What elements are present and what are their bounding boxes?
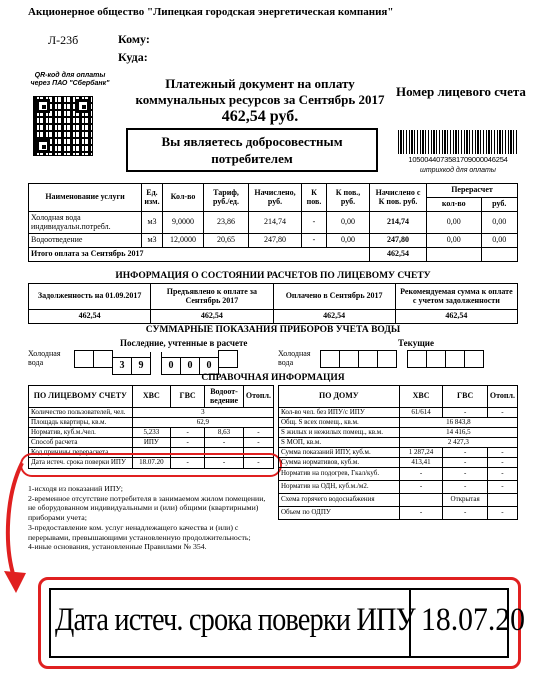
hdr-charged-k: Начислено с К пов. руб. <box>370 184 427 212</box>
barcode-number: 1050044073581709000046254 <box>408 155 508 164</box>
settle-hdr: Рекомендуемая сумма к оплате с учетом задолженности <box>395 284 517 310</box>
cell: Код причины перерасчета <box>29 448 133 458</box>
consumer-box <box>126 128 378 172</box>
table-row <box>279 438 518 448</box>
cell: м3 <box>142 212 163 234</box>
total-row <box>29 248 518 262</box>
consumer-line1: Вы являетесь добросовестным <box>161 134 343 149</box>
cell: Холодная вода индивидуальн.потребл. <box>29 212 142 234</box>
cell: Дата истеч. срока поверки ИПУ <box>29 458 133 469</box>
cell: S жилых и нежилых помещ., кв.м. <box>279 428 400 438</box>
cell: - <box>443 448 487 458</box>
cell: 0,00 <box>481 234 517 248</box>
meter-digit: 9 <box>131 357 151 375</box>
hdr-qty: Кол-во <box>163 184 204 212</box>
note: 3-предоставление ком. услуг ненадлежащего качества и (или) с перерывами, превышающими установленную продолжительность; <box>28 522 251 542</box>
cell: - <box>171 458 205 469</box>
reference-right-table <box>278 385 518 520</box>
cell: Количество пользователей, чел. <box>29 408 133 418</box>
cell: - <box>443 481 487 494</box>
settlement-title: ИНФОРМАЦИЯ О СОСТОЯНИИ РАСЧЕТОВ ПО ЛИЦЕВОМУ СЧЕТУ <box>115 271 431 281</box>
qr-caption <box>20 72 120 87</box>
settle-hdr: Предъявлено к оплате за Сентябрь 2017 <box>151 284 273 310</box>
meter-input-digit[interactable] <box>358 350 378 368</box>
hdr-k-rub: К пов., руб. <box>327 184 370 212</box>
reference-notes <box>28 484 274 552</box>
ref-hdr: ПО ДОМУ <box>279 386 400 408</box>
table-row <box>29 418 274 428</box>
meter-last-digits <box>74 350 237 375</box>
cell: 5,233 <box>132 428 170 438</box>
table-row <box>279 458 518 468</box>
cell: - <box>243 438 273 448</box>
cell: - <box>399 481 443 494</box>
meter-input-digit[interactable] <box>339 350 359 368</box>
settle-hdr: Задолженность на 01.09.2017 <box>29 284 151 310</box>
cell: 0,00 <box>327 234 370 248</box>
account-label: Номер лицевого счета <box>396 84 526 99</box>
settle-value: 462,54 <box>151 310 273 324</box>
meter-input-digit[interactable] <box>445 350 465 368</box>
cell: Открытая <box>443 494 487 507</box>
cell: - <box>399 468 443 481</box>
cell: - <box>243 428 273 438</box>
cell: - <box>487 408 517 418</box>
cell: 2 427,3 <box>399 438 517 448</box>
barcode-caption: штрихкод для оплаты <box>420 167 496 174</box>
ref-hdr: ПО ЛИЦЕВОМУ СЧЕТУ <box>29 386 133 408</box>
cell: ИПУ <box>132 438 170 448</box>
meter-input-digit[interactable] <box>407 350 427 368</box>
settle-value: 462,54 <box>273 310 395 324</box>
cell: 214,74 <box>249 212 302 234</box>
hdr-service: Наименование услуги <box>29 184 142 212</box>
cell: Сумма показаний ИПУ, куб.м. <box>279 448 400 458</box>
cell: 14 416,5 <box>399 428 517 438</box>
cell: Норматив, куб.м./чел. <box>29 428 133 438</box>
cell: Кол-во чел. без ИПУ/с ИПУ <box>279 408 400 418</box>
total-amount: 462,54 руб. <box>221 108 299 126</box>
total-value: 462,54 <box>370 248 427 262</box>
table-row <box>279 481 518 494</box>
cell: Сумма нормативов, куб.м. <box>279 458 400 468</box>
cell: - <box>302 212 327 234</box>
meter-digit <box>74 350 94 368</box>
zoom-value-cell <box>409 588 525 658</box>
meters-title: СУММАРНЫЕ ПОКАЗАНИЯ ПРИБОРОВ УЧЕТА ВОДЫ <box>145 325 401 335</box>
cell: 214,74 <box>370 212 427 234</box>
qr-caption-line2: через ПАО "Сбербанк" <box>30 79 110 87</box>
meter-input-digit[interactable] <box>426 350 446 368</box>
cell: Норматив на подогрев, Гкал/куб. <box>279 468 400 481</box>
reference-title: СПРАВОЧНАЯ ИНФОРМАЦИЯ <box>201 373 345 383</box>
meter-input-digit[interactable] <box>464 350 484 368</box>
cold-water-label-left: Холодная вода <box>28 349 61 367</box>
cell: Водоотведение <box>29 234 142 248</box>
note: 2-временное отсутствие потребителя в занимаемом жилом помещении, не оборудованном индивидуальными и (или) общими (квартирными) приборами учета; <box>28 493 266 523</box>
meter-digit: 0 <box>199 357 219 375</box>
cell: - <box>487 458 517 468</box>
barcode-icon <box>398 130 518 154</box>
consumer-line2: потребителем <box>211 150 293 166</box>
doc-title-line1: Платежный документ на оплату <box>165 76 355 91</box>
doc-code: Л-23б <box>48 33 79 47</box>
table-row <box>279 448 518 458</box>
ref-hdr: Водоот- ведение <box>205 386 244 408</box>
meters-last-label: Последние, учтенные в расчете <box>120 338 248 348</box>
settle-value: 462,54 <box>395 310 517 324</box>
zoom-callout <box>38 577 525 669</box>
cell: 0,00 <box>427 212 482 234</box>
cell: 1 287,24 <box>399 448 443 458</box>
table-row <box>279 428 518 438</box>
qr-code-icon <box>33 96 93 156</box>
cell: - <box>302 234 327 248</box>
qr-caption-line1: QR-код для оплаты <box>34 72 106 79</box>
ref-hdr: ХВС <box>132 386 170 408</box>
company-name: Акционерное общество "Липецкая городская энергетическая компания" <box>28 6 394 18</box>
cell: - <box>443 468 487 481</box>
cell: 23,86 <box>204 212 249 234</box>
cell: 0,00 <box>481 212 517 234</box>
total-label: Итого оплата за Сентябрь 2017 <box>29 248 370 262</box>
cell: 413,41 <box>399 458 443 468</box>
cell: - <box>443 458 487 468</box>
cell: - <box>243 458 273 469</box>
cell: Площадь квартиры, кв.м. <box>29 418 133 428</box>
cell <box>487 494 517 507</box>
hdr-tariff: Тариф, руб./ед. <box>204 184 249 212</box>
cell: 61/614 <box>399 408 443 418</box>
cell: - <box>443 408 487 418</box>
cell: - <box>205 438 244 448</box>
cell: м3 <box>142 234 163 248</box>
note: 4-иные основания, установленные Правилами № 354. <box>28 542 207 552</box>
cell: 247,80 <box>370 234 427 248</box>
cell: 9,0000 <box>163 212 204 234</box>
settle-value: 462,54 <box>29 310 151 324</box>
cell: S МОП, кв.м. <box>279 438 400 448</box>
cold-water-label-right: Холодная вода <box>278 349 311 367</box>
cell: - <box>487 481 517 494</box>
cell: 247,80 <box>249 234 302 248</box>
cell: 3 <box>132 408 273 418</box>
zoom-label: Дата истеч. срока поверки ИПУ <box>55 602 415 638</box>
ref-hdr: ГВС <box>171 386 205 408</box>
settle-hdr: Оплачено в Сентябрь 2017 <box>273 284 395 310</box>
meter-digit: 0 <box>161 357 181 375</box>
cell: Объем по ОДПУ <box>279 507 400 520</box>
cell: - <box>205 458 244 469</box>
hdr-unit: Ед. изм. <box>142 184 163 212</box>
cell: 12,0000 <box>163 234 204 248</box>
meters-current-label: Текущие <box>398 338 434 348</box>
table-row <box>279 494 518 507</box>
ref-hdr: Отопл. <box>487 386 517 408</box>
table-row <box>29 408 274 418</box>
hdr-charged: Начислено, руб. <box>249 184 302 212</box>
cell: 62,9 <box>132 418 273 428</box>
cell: - <box>171 428 205 438</box>
doc-title <box>130 76 390 126</box>
table-row <box>29 212 518 234</box>
cell: 16 843,8 <box>399 418 517 428</box>
cell: 18.07.20 <box>132 458 170 469</box>
zoom-value: 18.07.20 <box>421 602 525 638</box>
cell: 20,65 <box>204 234 249 248</box>
meter-input-digit[interactable] <box>320 350 340 368</box>
hdr-recalc-qty: кол-во <box>427 198 482 212</box>
cell: 0,00 <box>427 234 482 248</box>
cell: - <box>487 468 517 481</box>
cell: - <box>487 507 517 520</box>
red-arrow-icon <box>0 455 40 605</box>
cell: - <box>399 507 443 520</box>
cell: 0,00 <box>327 212 370 234</box>
doc-title-line2: коммунальных ресурсов за Сентябрь 2017 <box>135 91 385 107</box>
ref-hdr: ГВС <box>443 386 487 408</box>
cell: Способ расчета <box>29 438 133 448</box>
cell: Норматив на ОДН, куб.м./м2. <box>279 481 400 494</box>
cell: - <box>443 507 487 520</box>
cell: Схема горячего водоснабжения <box>279 494 400 507</box>
note: 1-исходя из показаний ИПУ; <box>28 484 123 493</box>
highlight-oval <box>20 453 282 477</box>
table-row <box>279 418 518 428</box>
hdr-k: К пов. <box>302 184 327 212</box>
table-row <box>279 507 518 520</box>
meter-digit: 3 <box>112 357 132 375</box>
meter-digit <box>218 350 238 368</box>
table-row <box>279 408 518 418</box>
table-row <box>29 428 274 438</box>
table-row <box>29 438 274 448</box>
table-row <box>29 234 518 248</box>
hdr-recalc: Перерасчет <box>427 184 518 198</box>
meter-digit: 0 <box>180 357 200 375</box>
table-row <box>279 468 518 481</box>
ref-hdr: ХВС <box>399 386 443 408</box>
settlement-table <box>28 283 518 324</box>
cell <box>399 494 443 507</box>
where-label: Куда: <box>118 50 148 64</box>
meter-current-digits[interactable] <box>320 350 483 373</box>
cell: Общ. S всех помещ., кв.м. <box>279 418 400 428</box>
cell: 8,63 <box>205 428 244 438</box>
meter-digit <box>93 350 113 368</box>
ref-hdr: Отопл. <box>243 386 273 408</box>
hdr-recalc-rub: руб. <box>481 198 517 212</box>
to-label: Кому: <box>118 32 150 46</box>
cell: - <box>487 448 517 458</box>
zoom-label-cell <box>49 588 415 658</box>
services-table <box>28 183 518 262</box>
meter-input-digit[interactable] <box>377 350 397 368</box>
cell: - <box>171 438 205 448</box>
